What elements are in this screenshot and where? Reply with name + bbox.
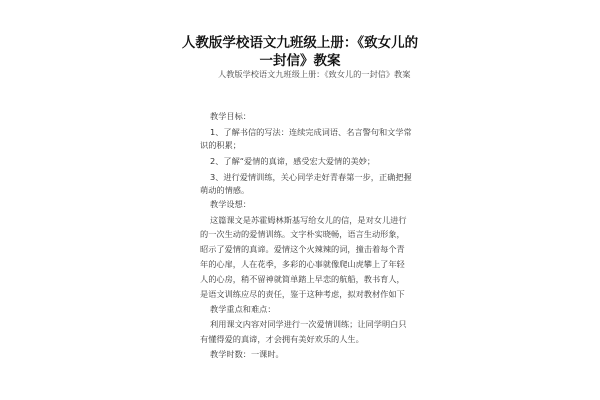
- body-text-line: 是语文训练应尽的责任，鉴于这种考虑，拟对教材作如下: [200, 289, 405, 299]
- body-text-line: 人的心房，稍不留神就简单踏上早恋的航船，教书育人，: [200, 274, 405, 284]
- section-heading-focus: 教学重点和难点：: [210, 304, 276, 314]
- body-text-line: 1、了解书信的写法：连续完成词语、名言警句和文学常: [210, 127, 412, 137]
- body-text-line: 识的积累；: [200, 140, 241, 150]
- body-text-line: 年的心扉，人在花季，多彩的心事就像爬山虎攀上了年轻: [200, 259, 405, 269]
- body-text-line: 萌动的情感。: [200, 185, 250, 195]
- body-text-line: 这篇课文是苏霍姆林斯基写给女儿的信，是对女儿进行: [210, 215, 407, 225]
- body-text-line: 有懂得爱的真谛，才会拥有美好欢乐的人生。: [200, 334, 364, 344]
- section-heading-objectives: 教学目标：: [210, 111, 251, 121]
- document-subtitle: 人教版学校语文九班级上册：《致女儿的一封信》教案: [218, 69, 411, 79]
- body-text-line: 2、了解“爱情的真谛，感受宏大爱情的美妙；: [210, 156, 376, 166]
- body-text-line: 昭示了爱情的真谛。爱情这个火辣辣的词，撞击着每个青: [200, 244, 405, 254]
- title-line-2: 一封信》教案: [259, 53, 341, 69]
- body-text-line: 利用课文内容对同学进行一次爱情训练；让同学明白只: [210, 319, 407, 329]
- body-text-line: 的一次生动的爱情训练。文字朴实晓畅，语言生动形象，: [200, 229, 405, 239]
- title-line-1: 人教版学校语文九班级上册：《致女儿的: [181, 35, 419, 51]
- section-heading-hours: 教学时数：一课时。: [210, 349, 284, 359]
- body-text-line: 3、进行爱情训练，关心同学走好青春第一步，正确把握: [210, 172, 412, 182]
- section-heading-design: 教学设想：: [210, 199, 251, 209]
- document-title: [150, 34, 450, 70]
